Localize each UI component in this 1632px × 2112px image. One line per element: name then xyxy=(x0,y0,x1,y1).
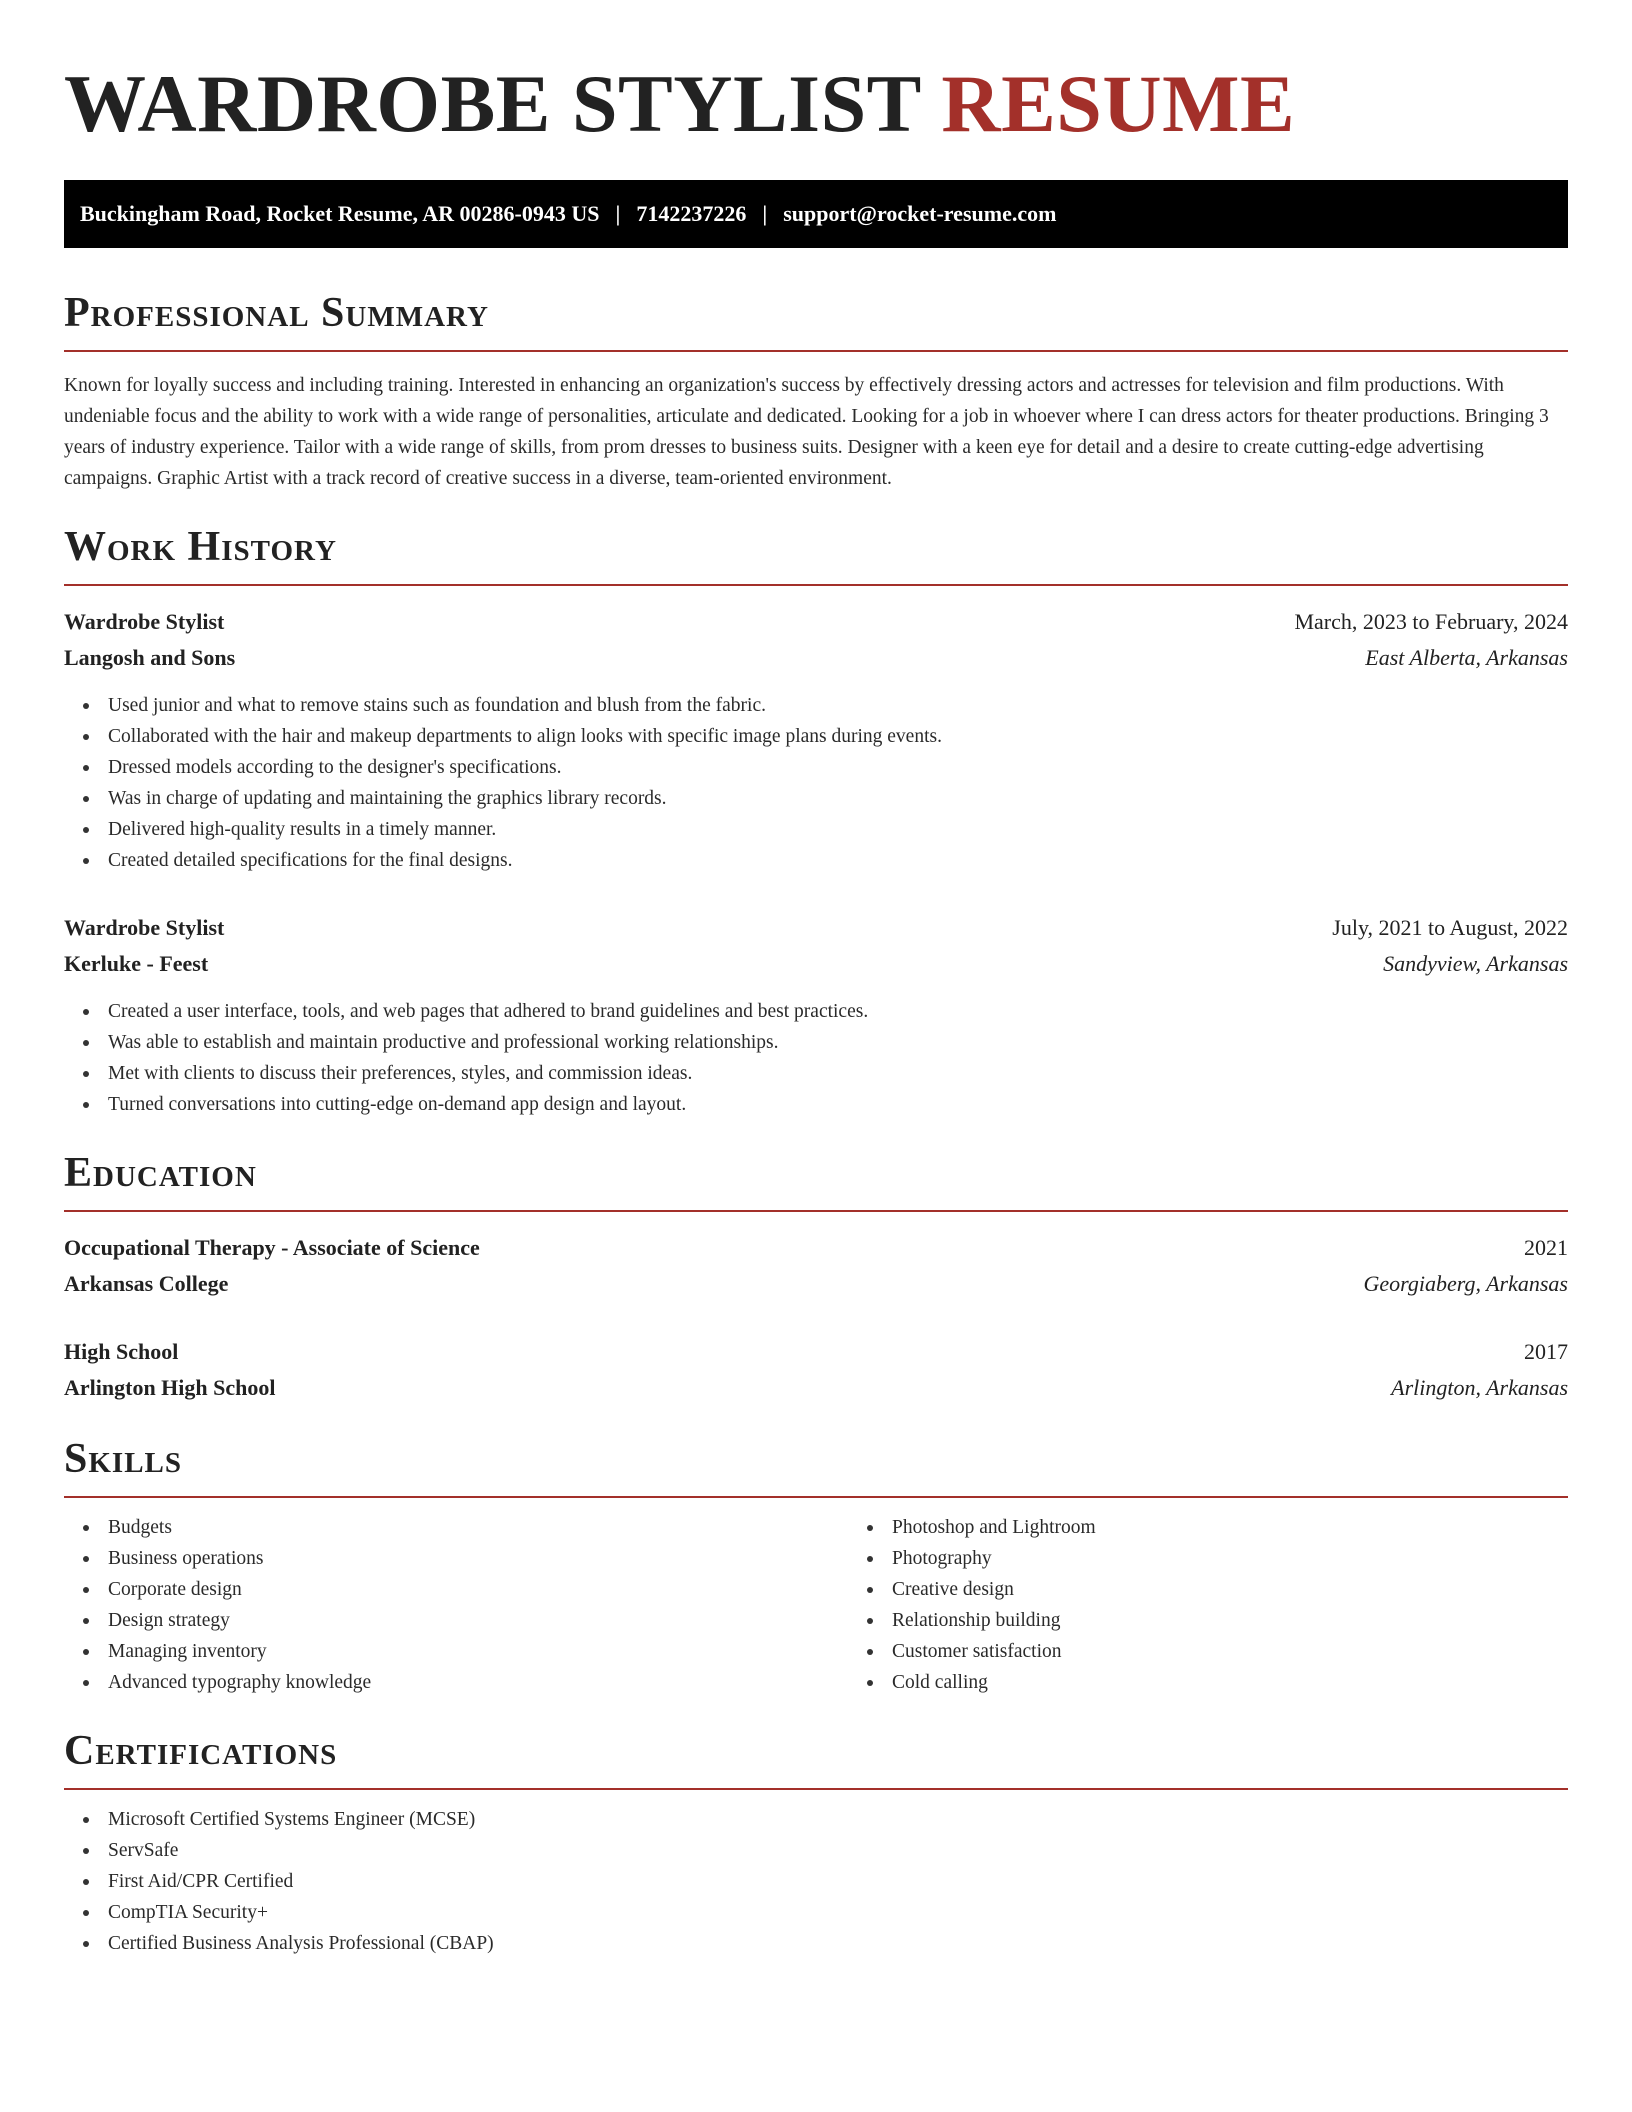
job-company-row xyxy=(64,640,1568,676)
title-accent: RESUME xyxy=(941,58,1296,149)
skills-section xyxy=(64,1436,1568,1698)
education-entry xyxy=(64,1230,1568,1302)
job-location: East Alberta, Arkansas xyxy=(1365,645,1568,670)
summary-text: Known for loyally success and including training. Interested in enhancing an organization's success by effectively dressing actors and actresses for television and film productions. With undeniable focus and the ability to work with a wide range of personalities, articulate and dedicated. Looking for a job in whoever where I can dress actors for theater productions. Bringing 3 years of industry experience. Tailor with a wide range of skills, from prom dresses to business suits. Designer with a keen eye for detail and a desire to create cutting-edge advertising campaigns. Graphic Artist with a track record of creative success in a diverse, team-oriented environment. xyxy=(64,375,1549,489)
skill-item: Customer satisfaction xyxy=(892,1636,1568,1667)
section-title-education: Education xyxy=(64,1150,1568,1212)
education-header-row xyxy=(64,1334,1568,1370)
job-dates: July, 2021 to August, 2022 xyxy=(1332,915,1568,940)
education-school-row xyxy=(64,1266,1568,1302)
job-entry xyxy=(64,910,1568,1120)
job-bullet: Turned conversations into cutting-edge on-demand app design and layout. xyxy=(108,1089,1568,1120)
skill-item: Relationship building xyxy=(892,1605,1568,1636)
job-dates: March, 2023 to February, 2024 xyxy=(1294,609,1568,634)
job-role: Wardrobe Stylist xyxy=(64,609,225,634)
title-main: WARDROBE STYLIST xyxy=(64,58,921,149)
skills-list-right xyxy=(848,1512,1568,1698)
skill-item: Corporate design xyxy=(108,1574,848,1605)
skill-item: Business operations xyxy=(108,1543,848,1574)
job-company-row xyxy=(64,946,1568,982)
education-school-row xyxy=(64,1370,1568,1406)
education-entry xyxy=(64,1334,1568,1406)
skill-item: Creative design xyxy=(892,1574,1568,1605)
skills-grid xyxy=(64,1512,1568,1698)
certification-item: First Aid/CPR Certified xyxy=(108,1866,1568,1897)
job-role: Wardrobe Stylist xyxy=(64,915,225,940)
skill-item: Managing inventory xyxy=(108,1636,848,1667)
section-title-skills: Skills xyxy=(64,1436,1568,1498)
job-bullet: Dressed models according to the designer's specifications. xyxy=(108,752,1568,783)
job-bullets xyxy=(64,690,1568,876)
education-year: 2021 xyxy=(1524,1235,1568,1260)
job-bullet: Created detailed specifications for the final designs. xyxy=(108,845,1568,876)
resume-title xyxy=(64,0,1568,150)
contact-bar xyxy=(64,180,1568,248)
skill-item: Design strategy xyxy=(108,1605,848,1636)
summary-section xyxy=(64,290,1568,494)
contact-email[interactable]: support@rocket-resume.com xyxy=(783,201,1057,226)
education-year: 2017 xyxy=(1524,1339,1568,1364)
contact-separator: | xyxy=(615,201,621,226)
job-company: Kerluke - Feest xyxy=(64,951,209,976)
certifications-section xyxy=(64,1728,1568,1959)
education-degree: Occupational Therapy - Associate of Science xyxy=(64,1235,480,1260)
skill-item: Photoshop and Lightroom xyxy=(892,1512,1568,1543)
certifications-list xyxy=(64,1804,1568,1959)
job-bullet: Used junior and what to remove stains such as foundation and blush from the fabric. xyxy=(108,690,1568,721)
job-bullet: Collaborated with the hair and makeup departments to align looks with specific image plans during events. xyxy=(108,721,1568,752)
education-location: Georgiaberg, Arkansas xyxy=(1363,1271,1568,1296)
certification-item: Microsoft Certified Systems Engineer (MCSE) xyxy=(108,1804,1568,1835)
job-entry xyxy=(64,604,1568,876)
job-company: Langosh and Sons xyxy=(64,645,236,670)
job-header-row xyxy=(64,604,1568,640)
education-degree: High School xyxy=(64,1339,179,1364)
certification-item: Certified Business Analysis Professional (CBAP) xyxy=(108,1928,1568,1959)
job-bullet: Created a user interface, tools, and web pages that adhered to brand guidelines and best practices. xyxy=(108,996,1568,1027)
contact-address: Buckingham Road, Rocket Resume, AR 00286-0943 US xyxy=(80,201,600,226)
skill-item: Advanced typography knowledge xyxy=(108,1667,848,1698)
job-header-row xyxy=(64,910,1568,946)
skill-item: Budgets xyxy=(108,1512,848,1543)
section-title-summary: Professional Summary xyxy=(64,290,1568,352)
skill-item: Photography xyxy=(892,1543,1568,1574)
education-school: Arlington High School xyxy=(64,1375,276,1400)
job-bullet: Met with clients to discuss their preferences, styles, and commission ideas. xyxy=(108,1058,1568,1089)
education-location: Arlington, Arkansas xyxy=(1391,1375,1568,1400)
certification-item: ServSafe xyxy=(108,1835,1568,1866)
education-header-row xyxy=(64,1230,1568,1266)
skills-list-left xyxy=(64,1512,848,1698)
section-title-work: Work History xyxy=(64,524,1568,586)
work-section xyxy=(64,524,1568,1120)
section-title-certifications: Certifications xyxy=(64,1728,1568,1790)
job-bullets xyxy=(64,996,1568,1120)
contact-phone[interactable]: 7142237226 xyxy=(636,201,747,226)
certification-item: CompTIA Security+ xyxy=(108,1897,1568,1928)
job-location: Sandyview, Arkansas xyxy=(1383,951,1568,976)
education-section xyxy=(64,1150,1568,1406)
education-school: Arkansas College xyxy=(64,1271,229,1296)
skill-item: Cold calling xyxy=(892,1667,1568,1698)
contact-separator: | xyxy=(762,201,768,226)
job-bullet: Was in charge of updating and maintaining the graphics library records. xyxy=(108,783,1568,814)
job-bullet: Delivered high-quality results in a timely manner. xyxy=(108,814,1568,845)
job-bullet: Was able to establish and maintain productive and professional working relationships. xyxy=(108,1027,1568,1058)
